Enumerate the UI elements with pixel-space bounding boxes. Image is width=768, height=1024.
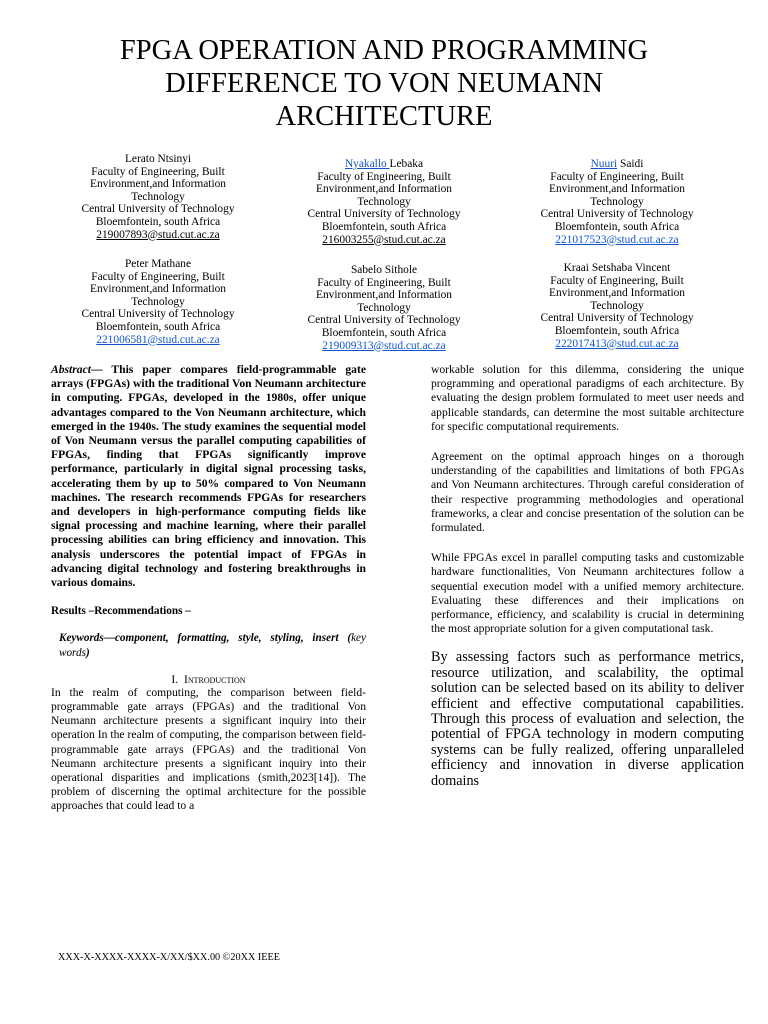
author-surname: Lebaka	[389, 158, 424, 170]
author-university: Central University of Technology	[307, 314, 461, 327]
abstract-text: This paper compares field-programmable gate arrays (FPGAs) with the traditional Von Neumann architecture in computing. FPGAs, developed in the 1980s, offer unique advantages compared to the Von Neumann architecture, which emerged in the 1940s. The study examines the sequential model of Von Neumann versus the parallel computing capabilities of FPGAs, finding that FPGAs significantly improve performance, particularly in digital signal processing tasks, accelerating them by up to 50% compared to Von Neumann machines. The research recommends FPGAs for researchers and developers in high-performance computing fields like signal processing and machine learning, where their parallel processing abilities can bring efficiency and innovation. This analysis underscores the potential impact of FPGAs in advancing digital technology and fostering breakthroughs in various domains.	[51, 363, 366, 590]
author-university: Central University of Technology	[307, 208, 461, 221]
author-city: Bloemfontein, south Africa	[321, 220, 447, 233]
abstract	[51, 363, 366, 590]
author-department: Faculty of Engineering, Built Environment,and Information Technology	[548, 274, 686, 312]
author-block-1	[63, 153, 253, 241]
author-university: Central University of Technology	[540, 208, 694, 221]
author-name-link[interactable]: Nuuri	[590, 158, 618, 170]
author-department: Faculty of Engineering, Built Environment,and Information Technology	[89, 165, 227, 203]
author-city: Bloemfontein, south Africa	[95, 320, 221, 333]
keywords-text: Keywords—component, formatting, style, styling, insert (	[59, 632, 352, 645]
author-name: Sabelo Sithole	[350, 264, 418, 276]
author-email[interactable]: 222017413@stud.cut.ac.za	[555, 337, 679, 350]
keywords	[59, 631, 366, 659]
author-email[interactable]: 219007893@stud.cut.ac.za	[96, 228, 220, 241]
abstract-dash: —	[90, 363, 112, 376]
author-name: Lerato Ntsinyi	[124, 153, 192, 165]
paper-title: FPGA OPERATION AND PROGRAMMING DIFFERENCE TO VON NEUMANN ARCHITECTURE	[119, 35, 649, 132]
section-title: Introduction	[183, 672, 246, 686]
author-email[interactable]: 216003255@stud.cut.ac.za	[322, 233, 446, 246]
keywords-close: )	[85, 646, 90, 659]
author-department: Faculty of Engineering, Built Environment,and Information Technology	[315, 276, 453, 314]
author-city: Bloemfontein, south Africa	[95, 215, 221, 228]
author-block-5	[289, 264, 479, 352]
author-block-6	[522, 262, 712, 350]
author-department: Faculty of Engineering, Built Environment,and Information Technology	[89, 270, 227, 308]
left-column	[51, 363, 366, 814]
author-university: Central University of Technology	[81, 203, 235, 216]
author-surname: Saidi	[617, 158, 644, 170]
author-city: Bloemfontein, south Africa	[321, 326, 447, 339]
author-name	[289, 158, 479, 171]
section-heading	[51, 673, 366, 686]
author-email[interactable]: 221006581@stud.cut.ac.za	[96, 333, 220, 346]
body-paragraph-4: By assessing factors such as performance metrics, resource utilization, and scalability, the optimal solution can be selected based on its ability to deliver efficient and effective computational capabilities. Through this process of evaluation and selection, the potential of FPGA technology in modern computing systems can be fully realized, offering unparalleled efficiency and innovation in diverse application domains	[431, 649, 744, 789]
author-name	[522, 158, 712, 171]
author-department: Faculty of Engineering, Built Environment,and Information Technology	[548, 170, 686, 208]
section-number: I.	[171, 672, 179, 686]
intro-paragraph: In the realm of computing, the comparison between field-programmable gate arrays (FPGAs) and the traditional Von Neumann architecture presents a significant inquiry into their operation In the realm of computing, the comparison between field- programmable gate arrays (FPGAs) and the traditional Von Neumann architecture presents a significant inquiry into their operational disparities and implications (smith,2023[14]). The problem of discerning the optimal architecture for the possible approaches that could lead to a	[51, 685, 366, 813]
results-line: Results –Recommendations –	[51, 605, 191, 618]
author-department: Faculty of Engineering, Built Environment,and Information Technology	[315, 170, 453, 208]
author-city: Bloemfontein, south Africa	[554, 324, 680, 337]
copyright-footer: XXX-X-XXXX-XXXX-X/XX/$XX.00 ©20XX IEEE	[58, 952, 280, 963]
right-column	[431, 363, 744, 789]
abstract-label: Abstract	[51, 363, 91, 376]
author-block-2	[289, 158, 479, 246]
author-name: Peter Mathane	[124, 258, 192, 270]
body-paragraph-2: Agreement on the optimal approach hinges on a thorough understanding of the capabilities and limitations of both FPGAs and Von Neumann architectures. Through careful consideration of their respective programming methodologies and operational frameworks, a clear and concise presentation of the solution can be formulated.	[431, 450, 744, 535]
author-email[interactable]: 221017523@stud.cut.ac.za	[555, 233, 679, 246]
author-university: Central University of Technology	[540, 312, 694, 325]
body-paragraph-1: workable solution for this dilemma, considering the unique programming and operational paradigms of each architecture. By evaluating the design problem formulated to meet user needs and applicable standards, can determine the most suitable architecture for specific computational requirements.	[431, 363, 744, 433]
author-city: Bloemfontein, south Africa	[554, 220, 680, 233]
author-block-3	[522, 158, 712, 246]
author-block-4	[63, 258, 253, 346]
author-university: Central University of Technology	[81, 308, 235, 321]
author-name-link[interactable]: Nyakallo	[344, 158, 390, 170]
author-name: Kraai Setshaba Vincent	[563, 262, 671, 274]
body-paragraph-3: While FPGAs excel in parallel computing tasks and customizable hardware functionalities, Von Neumann architectures follow a sequential execution model with a unified memory architecture. Evaluating these differences and their implications on performance, efficiency, and scalability is crucial in determining the most appropriate solution for a given computational task.	[431, 551, 744, 636]
keywords-tail: key words	[59, 632, 366, 659]
author-email[interactable]: 219009313@stud.cut.ac.za	[322, 339, 446, 352]
